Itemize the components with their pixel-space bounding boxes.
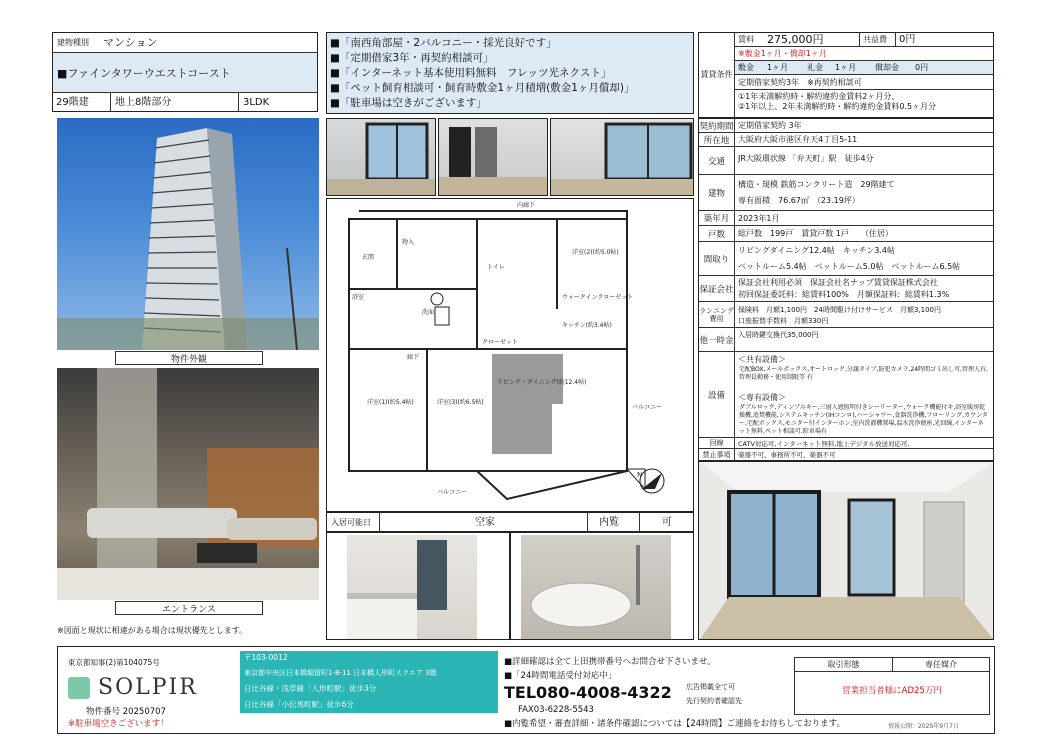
room-label-toilet: トイレ	[487, 264, 505, 271]
room-label-hall: 廊下	[407, 354, 420, 361]
room-label-2: 洋室(2)(約5.0帖)	[572, 249, 619, 256]
floorplan	[326, 198, 694, 512]
running-label: ランニング費用	[699, 302, 735, 327]
rooms-label: 間取り	[699, 242, 735, 275]
guarantee-value-1: 保証会社利用必須 保証会社名ナップ賃貸保証株式会社	[738, 278, 938, 287]
room-label-bath: 浴室	[352, 294, 365, 301]
contract-period-label: 契約期間	[699, 119, 735, 132]
transport-label: 交通	[699, 147, 735, 174]
move-in-row	[326, 512, 694, 532]
room-photo-3	[550, 118, 694, 196]
room-label-3: 洋室(3)(約6.5帖)	[437, 399, 484, 406]
floor-location: 地上8階部分	[115, 97, 172, 108]
hours-note: ■「24時間電話受付対応中」	[504, 671, 617, 681]
room-label-entrance: 玄関	[362, 254, 375, 261]
floors-total: 29階建	[56, 97, 89, 108]
type-label: 建物種別	[57, 38, 89, 47]
ad-note-1: 広告掲載全て可	[686, 683, 735, 691]
room-label-wic: ウォークインクローゼット	[562, 294, 634, 301]
area-value: 専有面積 76.67㎡ （23.19坪）	[738, 196, 860, 205]
one-time-label: 他一時金	[699, 328, 735, 351]
office-address: 東京都中央区日本橋堀留町1-8-11 日本橋人形町スクエア 3階	[244, 669, 437, 677]
line-value: CATV対応可,インターネット無料,地上デジタル放送対応可,	[738, 440, 910, 448]
common-fee-label: 共益費	[863, 35, 887, 44]
address-block	[240, 651, 498, 713]
transport-value: JR大阪環状線 「弁天町」駅 徒歩4分	[738, 154, 874, 163]
one-time-value: 入居時鍵交換代35,000円	[738, 331, 819, 339]
property-number: 物件番号 20250707	[86, 707, 166, 717]
viewing-label: 内覧	[599, 517, 619, 528]
contract-period-value: 定期借家契約 3年	[738, 121, 802, 130]
built-value: 2023年1月	[738, 214, 780, 223]
ad-fee: 営業担当者様にAD25万円	[842, 686, 942, 696]
built-label: 築年月	[699, 211, 735, 225]
header-box	[52, 32, 318, 112]
agent-label: 専任媒介	[893, 658, 989, 672]
shared-value: 宅配BOX,メールボックス,オートロック,分譲タイプ,防犯カメラ,24時間ゴミ出し可,管理人有,管理員勤務・使用制限等 有	[739, 366, 988, 381]
contract-note: 定期借家契約3年 ※再契約相談可	[738, 78, 862, 87]
room-label-balcony-2: バルコニー	[632, 404, 663, 411]
deposit-label: 敷金	[738, 63, 754, 72]
cancel-note-1: ①1年未満解約時・解約違約金賃料2ヶ月分、	[738, 92, 900, 101]
room-label-storage: 物入	[402, 239, 415, 246]
structure-value: 構造・規模 鉄筋コンクリート造 29階建て	[738, 180, 895, 189]
feature-1: ■「南西角部屋・2バルコニー・採光良好です」	[330, 37, 557, 49]
room-label-wash: 洗面	[422, 309, 435, 316]
equipment-label: 設備	[699, 352, 735, 437]
tel-number[interactable]: TEL080-4008-4322	[504, 683, 672, 702]
viewing-value: 可	[662, 517, 672, 528]
deposit-value: 1ヶ月	[767, 63, 789, 72]
private-value: ダブルロック,ディンプルキー,三層人感照明付きシーリーター,ウォーク機能付キ,浴室暖房乾燥機,追焚機能,システムキッチン(IHコンロ),ハーシャワー,食器洗浄機,フローリング,カウンター,宅配ボックス,モニター付インターホン,室内洗濯機置場,温水洗浄便座,光回線,インターネット無料,ペット相談可,駐車場有	[739, 404, 988, 435]
exterior-caption: 物件外観	[115, 351, 263, 365]
feature-4: ■「ペット飼育相談可・飼育時敷金1ヶ月積増(敷金1ヶ月償却)」	[330, 82, 635, 94]
company-logo-icon	[68, 677, 90, 699]
rent-value: 275,000円	[767, 33, 824, 46]
guarantee-value-2: 初回保証委託料：総賃料100% 月額保証料：総賃料1.3%	[738, 290, 950, 299]
kitchen-photo	[326, 532, 510, 640]
license-number: 東京都知事(2)第104075号	[68, 658, 160, 667]
units-value: 総戸数 199戸 賃貸戸数 1戸 （住居）	[738, 229, 893, 238]
living-photo	[698, 461, 994, 640]
notice-text: ※図面と現状に相違がある場合は現状優先とします。	[57, 626, 248, 635]
parking-notice: ※駐車場空きございます！	[68, 719, 169, 729]
move-in-value: 空家	[475, 517, 495, 528]
room-label-1: 洋室(1)(約5.4帖)	[367, 399, 414, 406]
entrance-photo	[57, 368, 319, 600]
company-name: SOLPIR	[98, 675, 198, 700]
cancel-note-2: ②1年以上、2年未満解約時・解約違約金賃料0.5ヶ月分	[738, 102, 937, 111]
room-photo-2	[438, 118, 548, 196]
key-money-value: 1ヶ月	[835, 63, 857, 72]
move-in-label: 入居可能日	[331, 518, 371, 527]
access-line-2: 日比谷線「小伝馬町駅」徒歩6分	[244, 700, 354, 709]
north-arrow-icon	[637, 469, 664, 493]
room-label-kitchen: キッチン(約3.4帖)	[562, 322, 612, 329]
name-row	[53, 53, 317, 93]
line-label: 回線	[699, 438, 735, 448]
company-block	[58, 647, 236, 733]
running-value-1: 保険料 月額1,100円 24時間駆け付けサービス 月額3,100円	[738, 306, 941, 314]
guarantee-label: 保証会社	[699, 276, 735, 301]
rent-label: 賃料	[738, 35, 754, 44]
lease-section-label: 賃貸条件	[700, 70, 733, 79]
ad-note-2: 先行契約者確認先	[686, 697, 742, 705]
summary-row	[53, 93, 317, 112]
lease-box	[698, 32, 994, 118]
building-label: 建物	[699, 175, 735, 210]
postal-code: 〒103-0012	[244, 653, 288, 662]
address-label: 所在地	[699, 133, 735, 146]
spec-table	[698, 118, 994, 461]
feature-2: ■「定期借家3年・再契約相談可」	[330, 52, 494, 64]
prohibited-value: 楽器不可、事務所不可、楽器不可	[738, 451, 836, 459]
access-line-1: 日比谷線・浅草線「人形町駅」徒歩3分	[244, 684, 377, 693]
feature-5: ■「駐車場は空きがございます」	[330, 97, 487, 109]
trade-box	[794, 657, 990, 715]
tower-illustration	[57, 118, 319, 350]
building-name: ■ファインタワーウエストコースト	[57, 67, 231, 80]
info-date: 情報公開：2025年9月7日	[888, 723, 959, 730]
address-value: 大阪府大阪市港区弁天4丁目5-11	[738, 135, 858, 144]
room-label-balcony: バルコニー	[437, 489, 468, 496]
bath-photo	[510, 532, 694, 640]
entrance-caption: エントランス	[115, 601, 263, 615]
prohibited-label: 禁止事項	[699, 449, 735, 460]
room-photo-1	[326, 118, 436, 196]
running-value-2: 口座振替手数料 月額330円	[738, 317, 829, 325]
deposit-note: ※敷金1ヶ月・償却1ヶ月	[738, 49, 827, 58]
key-money-label: 礼金	[807, 63, 823, 72]
common-fee-value: 0円	[899, 34, 916, 45]
fax-number: FAX03-6228-5543	[518, 705, 594, 715]
rooms-value-2: ベットルーム5.4帖 ベットルーム5.0帖 ベットルーム6.5帖	[738, 262, 961, 271]
request-note: ■内覧希望・審査詳細・諸条件確認については【24時間】ご連絡をお待ちしております。	[504, 719, 846, 729]
private-title: ＜専有設備＞	[738, 393, 786, 402]
amortization-value: 0円	[915, 63, 929, 72]
units-label: 戸数	[699, 226, 735, 241]
features-box	[326, 32, 694, 114]
footer	[57, 646, 995, 734]
type-value: マンション	[103, 36, 158, 49]
rooms-value-1: リビングダイニング12.4帖 キッチン3.4帖	[738, 246, 896, 255]
layout-value: 3LDK	[243, 97, 270, 108]
feature-3: ■「インターネット基本使用料無料 フレッツ光ネクスト」	[330, 67, 612, 79]
svg-text:N: N	[637, 471, 643, 479]
amortization-label: 償却金	[875, 63, 899, 72]
trade-label: 取引形態	[795, 658, 893, 672]
corridor-label: 内廊下	[517, 202, 536, 209]
room-label-ld: リビング・ダイニング(約12.4帖)	[497, 379, 587, 386]
floorplan-drawing	[327, 199, 693, 511]
type-row	[53, 33, 317, 53]
exterior-photo	[57, 118, 319, 350]
shared-title: ＜共有設備＞	[738, 355, 786, 364]
room-label-closet: クローゼット	[482, 339, 518, 346]
detail-note: ■詳細確認は全て上田携帯番号へお問合せ下さいませ。	[504, 657, 716, 667]
